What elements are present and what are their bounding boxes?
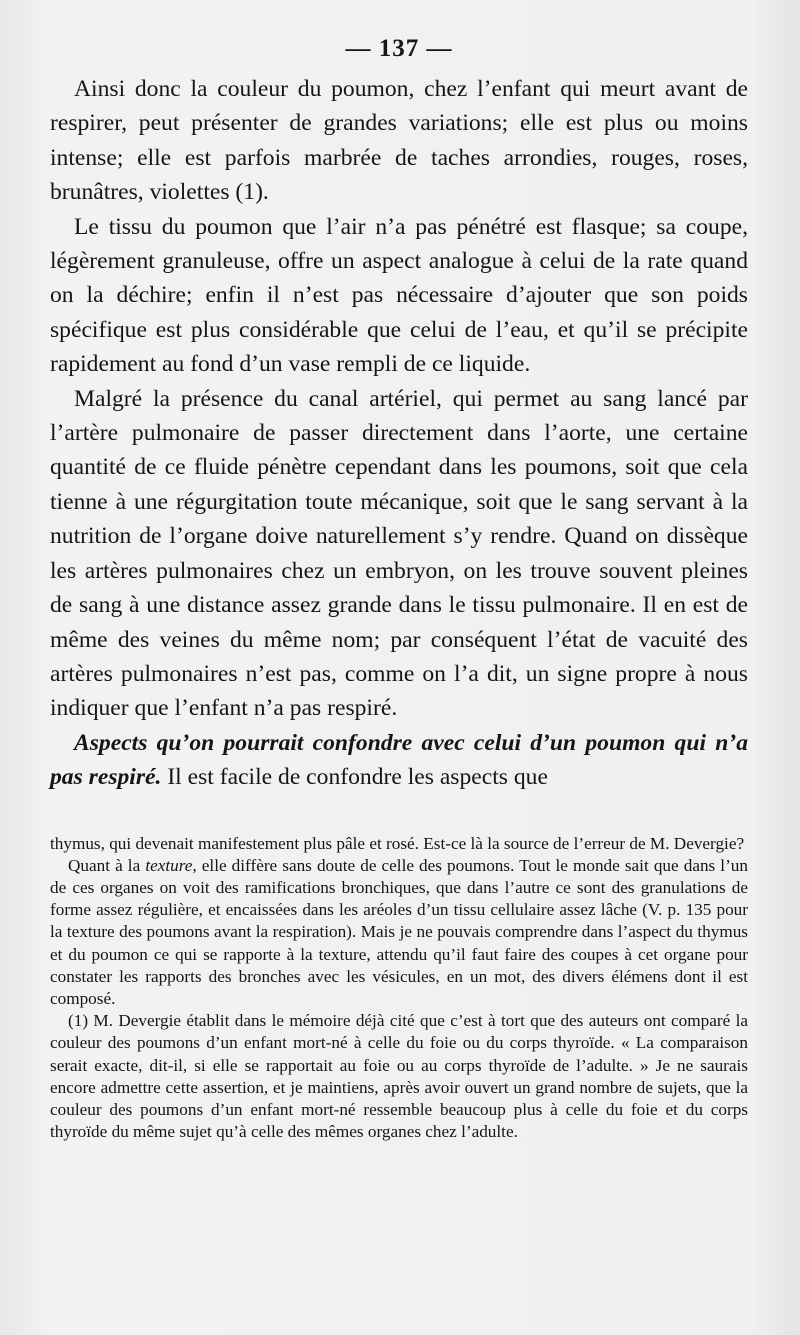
footnote-texture-rest: , elle diffère sans doute de celle des poumons. Tout le monde sait que dans l’un de ces organes on voit des ramifications bronchiques, que dans l’autre ce sont des granulations de forme assez régulière, et encaissées dans les aréoles d’un tissu cellulaire assez lâche (V. p. 135 pour la texture des poumons avant la respiration). Mais je ne pouvais comprendre dans l’aspect du thymus et du poumon ce qui se rapporte à la texture, attendu qu’il faut faire des coupes à cet organe pour constater les rapports des bronches avec les vésicules, en un mot, des divers élémens dont il est composé. [50, 855, 748, 1008]
paragraph-color-of-lung: Ainsi donc la couleur du poumon, chez l’enfant qui meurt avant de respirer, peut présenter de grandes variations; elle est plus ou moins intense; elle est parfois marbrée de taches arrondies, rouges, roses, brunâtres, violettes (1). [50, 76, 748, 206]
main-text [50, 72, 748, 795]
footnote-texture-start: Quant à la [68, 855, 146, 875]
footnote-texture [50, 855, 748, 1010]
footnotes [50, 833, 748, 1144]
page-number: — 137 — [345, 35, 453, 62]
footnote-texture-italic: texture [145, 855, 193, 875]
paragraph-lung-tissue: Le tissu du poumon que l’air n’a pas pénétré est flasque; sa coupe, légèrement granuleuse, offre un aspect analogue à celui de la rate quand on la déchire; enfin il n’est pas nécessaire d’ajouter que son poids spécifique est plus considérable que celui de l’eau, et qu’il se précipite rapidement au fond d’un vase rempli de ce liquide. [50, 213, 748, 378]
paragraph-confusable-aspects-text: Il est facile de confondre les aspects que [161, 764, 548, 791]
footnote-continuation: thymus, qui devenait manifestement plus pâle et rosé. Est-ce là la source de l’erreur de M. Devergie? [50, 833, 745, 853]
paragraph-confusable-aspects [50, 726, 748, 795]
footnote-1: (1) M. Devergie établit dans le mémoire déjà cité que c’est à tort que des auteurs ont comparé la couleur des poumons d’un enfant mort-né à celle du foie ou du corps thyroïde. « La comparaison serait exacte, dit-il, si elle se rapportait au foie ou au corps thyroïde de l’adulte. » Je ne saurais encore admettre cette assertion, et je maintiens, après avoir ouvert un grand nombre de sujets, que la couleur des poumons d’un enfant mort-né ressemble beaucoup plus à celle du foie et du corps thyroïde du même sujet qu’à celle des mêmes organes chez l’adulte. [50, 1011, 748, 1142]
section-heading-italic: Aspects qu’on pourrait confondre avec celui d’un poumon qui n’a pas respiré. [50, 729, 748, 791]
paragraph-arterial-canal: Malgré la présence du canal artériel, qui permet au sang lancé par l’artère pulmonaire de passer directement dans l’aorte, une certaine quantité de ce fluide pénètre cependant dans les poumons, soit que cela tienne à une régurgitation toute mécanique, soit que le sang servant à la nutrition de l’organe doive naturellement s’y rendre. Quand on dissèque les artères pulmonaires chez un embryon, on les trouve souvent pleines de sang à une distance assez grande dans le tissu pulmonaire. Il en est de même des veines du même nom; par conséquent l’état de vacuité des artères pulmonaires n’est pas, comme on l’a dit, un signe propre à nous indiquer que l’enfant n’a pas respiré. [50, 385, 748, 722]
